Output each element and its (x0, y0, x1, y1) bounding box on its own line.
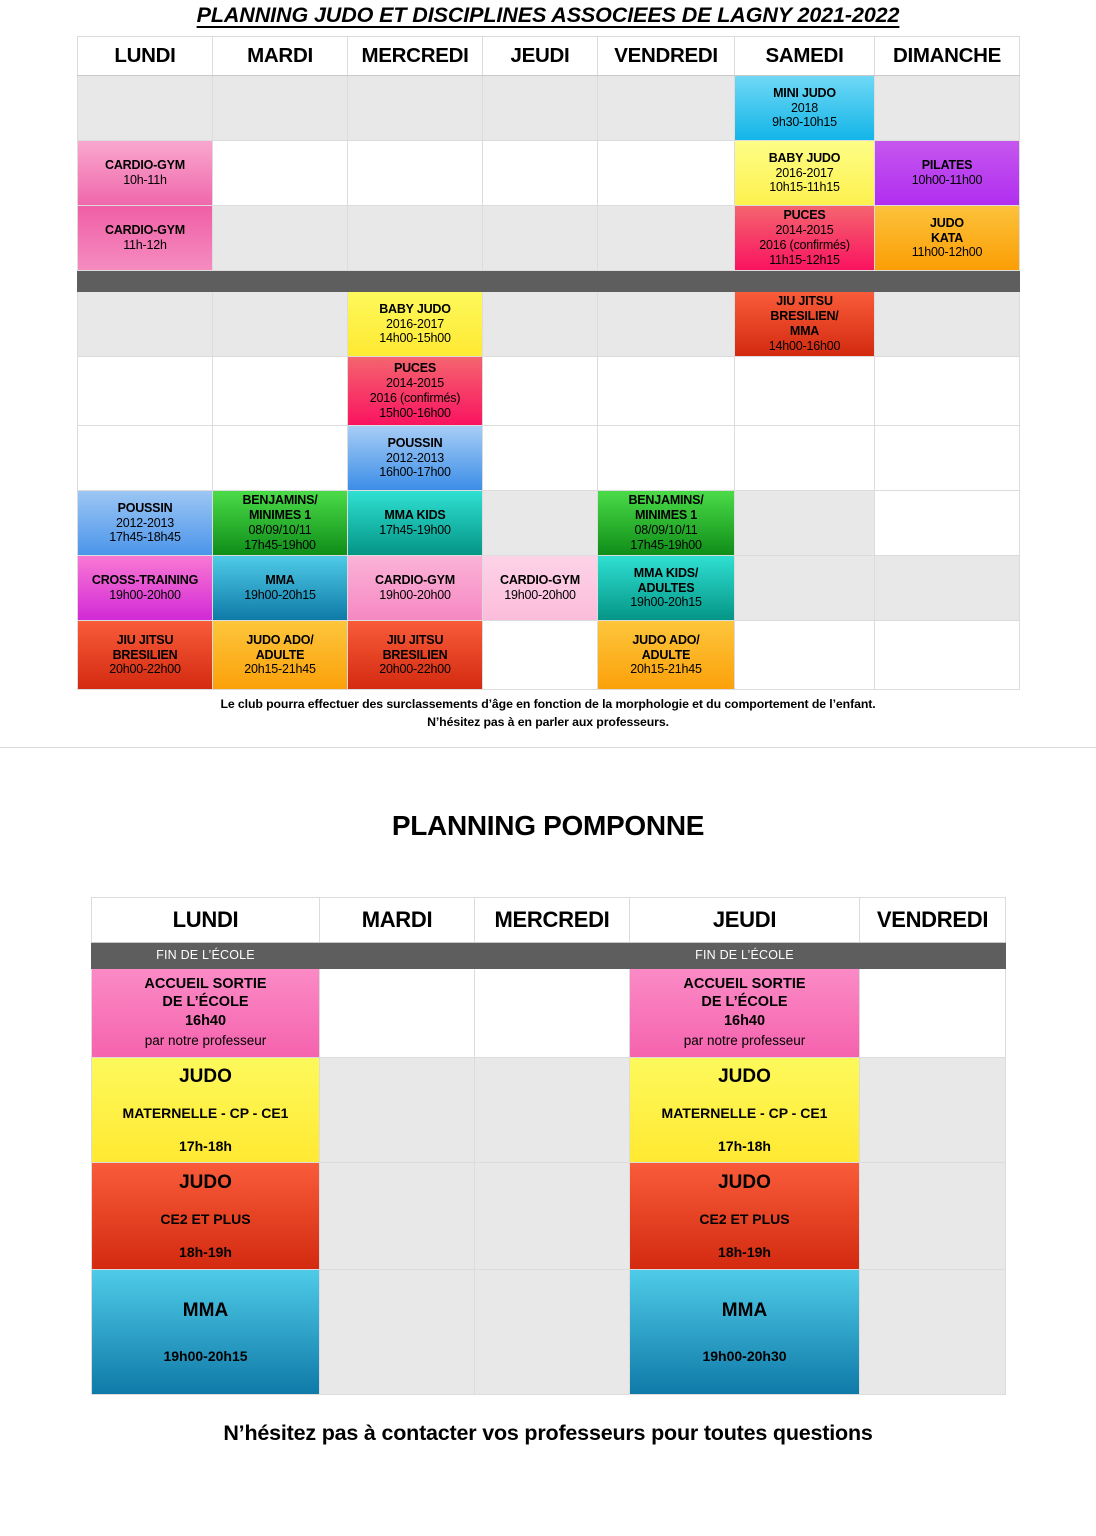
empty-cell (483, 425, 598, 490)
empty-cell (320, 1057, 475, 1162)
course-title: MINI JUDO (773, 85, 836, 100)
course-title: CROSS-TRAINING (91, 573, 199, 588)
pomponne-separator-row (92, 942, 1006, 968)
course-time: 19h00-20h15 (244, 587, 316, 602)
separator-cell (875, 270, 1020, 291)
empty-cell (348, 205, 483, 270)
course-title: MMA (721, 1299, 768, 1321)
course-title-3: MMA (789, 323, 820, 338)
course-time: 11h15-12h15 (769, 252, 840, 267)
lagny-schedule-wrapper (77, 36, 1019, 690)
empty-cell (735, 490, 875, 555)
pomponne-day-header-mercredi: MERCREDI (475, 897, 630, 942)
table-row (78, 620, 1020, 689)
course-title-2: MINIMES 1 (248, 508, 312, 523)
course-level: MATERNELLE - CP - CE1 (122, 1104, 289, 1121)
empty-cell (875, 291, 1020, 356)
accueil-cell-jeudi[interactable] (630, 968, 860, 1057)
course-cell-judo-kata-dimanche[interactable] (875, 205, 1020, 270)
empty-cell (483, 75, 598, 140)
course-cell-cross-training-lundi[interactable] (78, 555, 213, 620)
empty-cell (598, 356, 735, 425)
course-title: MMA (182, 1299, 229, 1321)
course-cell-jiu-jitsu-mma-samedi[interactable] (735, 291, 875, 356)
empty-cell (860, 1162, 1006, 1269)
lagny-schedule-table (77, 36, 1020, 690)
pomponne-day-header-vendredi: VENDREDI (860, 897, 1006, 942)
table-row (78, 291, 1020, 356)
course-title-2: KATA (930, 230, 964, 245)
course-title: POUSSIN (387, 435, 443, 450)
empty-cell (320, 1269, 475, 1394)
empty-cell (348, 140, 483, 205)
course-time: 17h-18h (718, 1137, 771, 1154)
empty-cell (78, 75, 213, 140)
table-row (78, 356, 1020, 425)
course-cell-benjamins-minimes-mardi[interactable] (213, 490, 348, 555)
course-cell-cardio-gym-lundi-11h[interactable] (78, 205, 213, 270)
course-time: 11h-12h (123, 237, 167, 252)
course-years-2: 2016 (confirmés) (759, 237, 850, 252)
lagny-day-header-lundi: LUNDI (78, 36, 213, 75)
accueil-line-1: ACCUEIL SORTIE (144, 976, 267, 993)
table-row (78, 75, 1020, 140)
lagny-day-header-mercredi: MERCREDI (348, 36, 483, 75)
empty-cell (735, 425, 875, 490)
empty-cell (860, 1057, 1006, 1162)
empty-cell (483, 490, 598, 555)
course-title: BABY JUDO (379, 301, 451, 316)
course-title: JUDO (179, 1065, 232, 1087)
lagny-day-header-jeudi: JEUDI (483, 36, 598, 75)
empty-cell (735, 620, 875, 689)
course-time: 20h00-22h00 (379, 662, 451, 677)
course-years: 2018 (790, 100, 818, 115)
course-time: 20h15-21h45 (630, 662, 702, 677)
course-title-2: BRESILIEN (382, 647, 448, 662)
mma-cell-jeudi[interactable] (630, 1269, 860, 1394)
course-title: PUCES (393, 361, 437, 376)
separator-cell (213, 270, 348, 291)
course-time: 17h-18h (179, 1137, 232, 1154)
judo-ce2-cell-lundi[interactable] (92, 1162, 320, 1269)
course-time: 20h15-21h45 (244, 662, 316, 677)
course-time: 10h-11h (123, 172, 167, 187)
course-title: PUCES (783, 208, 826, 223)
empty-cell (213, 140, 348, 205)
course-years: 2012-2013 (116, 515, 174, 530)
course-years: 08/09/10/11 (634, 522, 698, 537)
empty-cell (483, 620, 598, 689)
table-row (78, 425, 1020, 490)
course-cell-baby-judo-mercredi[interactable] (348, 291, 483, 356)
course-time: 15h00-16h00 (379, 405, 451, 420)
course-cell-poussin-lundi[interactable] (78, 490, 213, 555)
lagny-day-header-mardi: MARDI (213, 36, 348, 75)
table-row (78, 490, 1020, 555)
separator-cell (348, 270, 483, 291)
course-cell-pilates-dimanche[interactable] (875, 140, 1020, 205)
lagny-note-line-1: Le club pourra effectuer des surclassements d’âge en fonction de la morphologie et du comportement de l’enfant. (220, 696, 876, 711)
course-cell-mma-kids-adultes-vendredi[interactable] (598, 555, 735, 620)
course-time: 18h-19h (179, 1243, 232, 1260)
empty-cell (483, 291, 598, 356)
course-time: 14h00-15h00 (379, 331, 451, 346)
separator-cell (483, 270, 598, 291)
empty-cell (320, 968, 475, 1057)
course-title-2: ADULTE (255, 647, 305, 662)
course-time: 19h00-20h00 (504, 587, 576, 602)
course-years: 2016-2017 (775, 165, 834, 180)
course-title: CARDIO-GYM (105, 223, 185, 238)
course-title: JUDO (718, 1065, 771, 1087)
empty-cell (483, 356, 598, 425)
empty-cell (78, 291, 213, 356)
table-row (78, 555, 1020, 620)
course-cell-poussin-mercredi[interactable] (348, 425, 483, 490)
course-cell-puces-mercredi[interactable] (348, 356, 483, 425)
course-title: MMA KIDS (384, 508, 446, 523)
accueil-time: 16h40 (184, 1013, 227, 1030)
course-time: 11h00-12h00 (911, 245, 983, 260)
empty-cell (213, 425, 348, 490)
empty-cell (320, 1162, 475, 1269)
course-title: POUSSIN (117, 500, 173, 515)
course-title: JUDO (718, 1171, 771, 1193)
course-title: JIU JITSU (116, 632, 174, 647)
empty-cell (598, 75, 735, 140)
empty-cell (598, 425, 735, 490)
empty-cell (475, 1057, 630, 1162)
empty-cell (735, 555, 875, 620)
table-row (78, 140, 1020, 205)
table-row (92, 1162, 1006, 1269)
empty-cell (475, 1269, 630, 1394)
course-title: JUDO (179, 1171, 232, 1193)
course-title: JUDO ADO/ (632, 632, 700, 647)
course-title-2: ADULTES (637, 580, 695, 595)
pomponne-header-row (92, 897, 1006, 942)
empty-cell (213, 75, 348, 140)
fin-ecole-label-lundi: FIN DE L’ÉCOLE (92, 942, 320, 968)
separator-cell (598, 270, 735, 291)
course-title: CARDIO-GYM (375, 573, 455, 588)
course-years-2: 2016 (confirmés) (369, 390, 461, 405)
course-time: 17h45-19h00 (244, 537, 316, 552)
course-level: CE2 ET PLUS (160, 1210, 251, 1227)
accueil-line-2: DE L’ÉCOLE (701, 994, 788, 1011)
course-time: 17h45-19h00 (379, 522, 451, 537)
lagny-day-header-samedi: SAMEDI (735, 36, 875, 75)
accueil-cell-lundi[interactable] (92, 968, 320, 1057)
lagny-separator-row (78, 270, 1020, 291)
empty-cell (875, 490, 1020, 555)
course-cell-baby-judo-samedi[interactable] (735, 140, 875, 205)
empty-cell (875, 75, 1020, 140)
empty-cell (483, 140, 598, 205)
course-title: JUDO (930, 215, 964, 230)
empty-cell (78, 425, 213, 490)
empty-cell (483, 205, 598, 270)
course-time: 19h00-20h30 (702, 1347, 787, 1364)
course-title-2: MINIMES 1 (634, 508, 698, 523)
lagny-header-row (78, 36, 1020, 75)
accueil-line-1: ACCUEIL SORTIE (683, 976, 806, 993)
course-level: MATERNELLE - CP - CE1 (661, 1104, 828, 1121)
empty-cell (213, 356, 348, 425)
pomponne-title: PLANNING POMPONNE (391, 809, 705, 841)
course-title-2: BRESILIEN/ (770, 309, 839, 324)
course-cell-puces-samedi[interactable] (735, 205, 875, 270)
lagny-day-header-dimanche: DIMANCHE (875, 36, 1020, 75)
course-title: CARDIO-GYM (500, 573, 580, 588)
course-title: BABY JUDO (768, 150, 841, 165)
course-title: MMA KIDS/ (633, 565, 699, 580)
empty-cell (875, 356, 1020, 425)
course-time: 16h00-17h00 (379, 465, 451, 480)
course-time: 19h00-20h15 (630, 595, 702, 610)
course-time: 10h15-11h15 (769, 180, 840, 195)
empty-cell (348, 75, 483, 140)
accueil-time: 16h40 (723, 1013, 766, 1030)
course-title: CARDIO-GYM (105, 158, 185, 173)
empty-cell (860, 968, 1006, 1057)
empty-cell (875, 555, 1020, 620)
empty-cell (598, 140, 735, 205)
course-cell-jiu-jitsu-lundi[interactable] (78, 620, 213, 689)
course-years: 2014-2015 (386, 376, 444, 391)
course-title: MMA (265, 573, 295, 588)
course-years: 2016-2017 (386, 316, 444, 331)
empty-cell (875, 620, 1020, 689)
course-time: 19h00-20h15 (163, 1347, 248, 1364)
course-time: 17h45-18h45 (109, 530, 181, 545)
empty-cell (860, 1269, 1006, 1394)
course-cell-judo-ado-mardi[interactable] (213, 620, 348, 689)
empty-cell (475, 968, 630, 1057)
table-row (92, 1269, 1006, 1394)
course-time: 18h-19h (718, 1243, 771, 1260)
course-cell-judo-ado-vendredi[interactable] (598, 620, 735, 689)
empty-cell (735, 356, 875, 425)
course-title-2: BRESILIEN (112, 647, 178, 662)
course-time: 19h00-20h00 (109, 587, 181, 602)
empty-cell (475, 1162, 630, 1269)
lagny-day-header-vendredi: VENDREDI (598, 36, 735, 75)
accueil-note: par notre professeur (683, 1032, 806, 1048)
separator-cell (475, 942, 630, 968)
course-time: 17h45-19h00 (630, 537, 702, 552)
separator-cell (735, 270, 875, 291)
course-cell-cardio-gym-jeudi[interactable] (483, 555, 598, 620)
course-title: PILATES (921, 158, 973, 173)
lagny-note-line-2: N’hésitez pas à en parler aux professeurs. (427, 714, 669, 729)
course-time: 20h00-22h00 (109, 662, 181, 677)
accueil-note: par notre professeur (144, 1032, 267, 1048)
empty-cell (213, 291, 348, 356)
judo-maternelle-cell-lundi[interactable] (92, 1057, 320, 1162)
empty-cell (598, 205, 735, 270)
empty-cell (78, 356, 213, 425)
pomponne-schedule-wrapper (91, 897, 1005, 1395)
mma-cell-lundi[interactable] (92, 1269, 320, 1394)
empty-cell (213, 205, 348, 270)
accueil-line-2: DE L’ÉCOLE (162, 994, 249, 1011)
course-cell-benjamins-minimes-vendredi[interactable] (598, 490, 735, 555)
course-title: BENJAMINS/ (242, 493, 318, 508)
course-years: 08/09/10/11 (248, 522, 312, 537)
course-time: 19h00-20h00 (379, 587, 451, 602)
pomponne-day-header-mardi: MARDI (320, 897, 475, 942)
course-time: 14h00-16h00 (768, 338, 841, 353)
pomponne-schedule-table (91, 897, 1006, 1395)
section-divider (0, 747, 1096, 748)
separator-cell (78, 270, 213, 291)
course-years: 2012-2013 (386, 450, 444, 465)
course-title: JIU JITSU (776, 294, 833, 309)
course-cell-cardio-gym-lundi-10h[interactable] (78, 140, 213, 205)
pomponne-note: N’hésitez pas à contacter vos professeurs pour toutes questions (223, 1420, 873, 1445)
course-cell-cardio-gym-mercredi[interactable] (348, 555, 483, 620)
course-title: BENJAMINS/ (628, 493, 704, 508)
lagny-note (77, 696, 1019, 732)
course-cell-mini-judo-samedi[interactable] (735, 75, 875, 140)
separator-cell (860, 942, 1006, 968)
course-title-2: ADULTE (641, 647, 691, 662)
course-cell-mma-kids-mercredi[interactable] (348, 490, 483, 555)
course-time: 9h30-10h15 (772, 115, 837, 130)
fin-ecole-label-jeudi: FIN DE L’ÉCOLE (630, 942, 860, 968)
lagny-title: PLANNING JUDO ET DISCIPLINES ASSOCIEES DE LAGNY 2021-2022 (196, 3, 900, 27)
empty-cell (875, 425, 1020, 490)
pomponne-day-header-lundi: LUNDI (92, 897, 320, 942)
pomponne-day-header-jeudi: JEUDI (630, 897, 860, 942)
course-time: 10h00-11h00 (911, 172, 983, 187)
course-level: CE2 ET PLUS (699, 1210, 790, 1227)
judo-maternelle-cell-jeudi[interactable] (630, 1057, 860, 1162)
table-row (78, 205, 1020, 270)
course-title: JIU JITSU (386, 632, 444, 647)
course-cell-jiu-jitsu-mercredi[interactable] (348, 620, 483, 689)
empty-cell (598, 291, 735, 356)
table-row (92, 1057, 1006, 1162)
course-cell-mma-mardi[interactable] (213, 555, 348, 620)
course-title: JUDO ADO/ (246, 632, 314, 647)
judo-ce2-cell-jeudi[interactable] (630, 1162, 860, 1269)
separator-cell (320, 942, 475, 968)
table-row (92, 968, 1006, 1057)
course-years: 2014-2015 (775, 223, 834, 238)
